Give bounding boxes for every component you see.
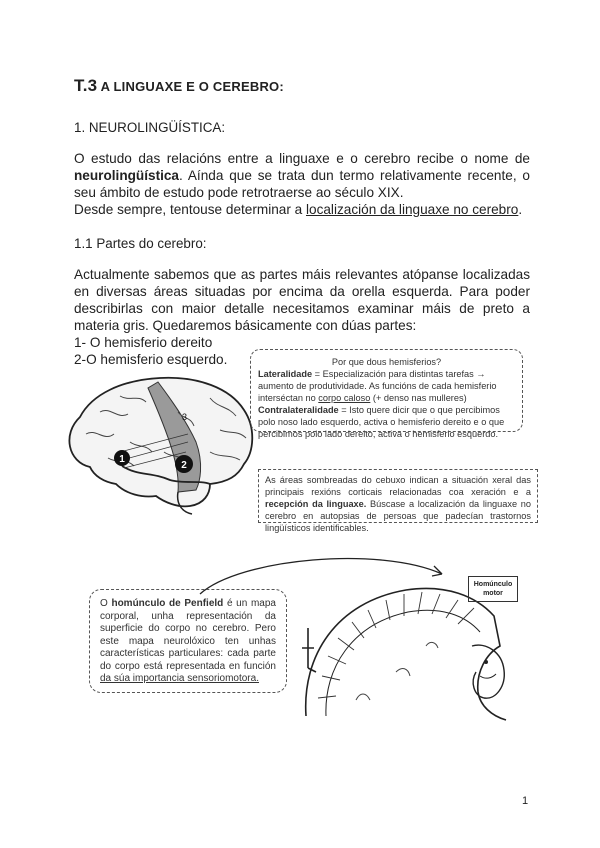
brain-illustration (60, 372, 260, 522)
brain-label-1: 1 (119, 454, 125, 465)
section-heading-neurolinguistics: 1. NEUROLINGÜÍSTICA: (74, 120, 226, 135)
brain-label-3: 3 (182, 412, 188, 422)
title-number: T.3 (74, 76, 98, 95)
title-text: A LINGUAXE E O CEREBRO: (100, 79, 284, 94)
penfield-note: O homúnculo de Penfield é un mapa corporal, unha representación da superficie do corpo no cerebro. Pero este mapa neurolóxico ten unhas características particulares: cada parte do corpo está representada en función da súa importancia sensoriomotora. (89, 589, 287, 693)
contralaterality-label: Contralateralidade (258, 405, 339, 415)
list-item-right-hemisphere: 1- O hemisferio dereito (74, 335, 213, 350)
localization-link: localización da linguaxe no cerebro (305, 202, 519, 217)
penfield-homunculus-term: homúnculo de Penfield (111, 598, 224, 609)
laterality-label: Lateralidade (258, 369, 313, 379)
page-number: 1 (522, 795, 529, 807)
language-reception-term: recepción da linguaxe. (265, 499, 367, 509)
sensorimotor-importance: da súa importancia sensoriomotora. (100, 673, 259, 684)
term-neurolinguistics: neurolingüística (74, 168, 179, 183)
section-heading-brain-parts: 1.1 Partes do cerebro: (74, 236, 207, 251)
page-title (74, 76, 284, 96)
corpus-callosum-term: corpo caloso (318, 393, 371, 403)
shaded-areas-note: As áreas sombreadas do cebuxo indican a situación xeral das principais rexións corticais relacionadas coa xeración e a recepción da linguaxe. Búscase a localización da linguaxe no cerebro en autopsias de persoas que padecían trastornos lingüísticos identificables. (258, 469, 538, 523)
list-item-left-hemisphere: 2-O hemisferio esquerdo. (74, 352, 228, 367)
brain-label-2: 2 (181, 460, 187, 471)
intro-paragraph: O estudo das relacións entre a linguaxe e o cerebro recibe o nome de neurolingüística. Aínda que se trata dun termo relativamente recente, o seu ámbito de estudo pode retrotraerse ao século XIX. Desde sempre, tentouse determinar a localización da linguaxe no cerebro. (74, 151, 530, 217)
hemispheres-note: Por que dous hemisferios? Lateralidade = Especialización para distintas tarefas → aumento de produtividade. As funcións de cada hemisferio interséctan no corpo caloso (+ denso nas mulleres) Contralateralidade = Isto quere dicir que o que percibimos polo noso lado esquerdo, activa o hemisferio dereito e o que percibimos polo lado dereito, activa o hemisferio esquerdo. (250, 349, 523, 432)
hemispheres-note-title: Por que dous hemisferios? (331, 357, 442, 367)
brain-parts-paragraph: Actualmente sabemos que as partes máis relevantes atópanse localizadas en diversas áreas situadas por encima da orella esquerda. Para poder describirlas con maior detalle necesitamos examinar máis de preto a materia gris. Quedaremos básicamente con dúas partes: 1- O hemisferio dereito 2-O hemisferio esquerdo. (74, 267, 530, 367)
motor-homunculus-label: Homúnculo motor (468, 576, 518, 602)
